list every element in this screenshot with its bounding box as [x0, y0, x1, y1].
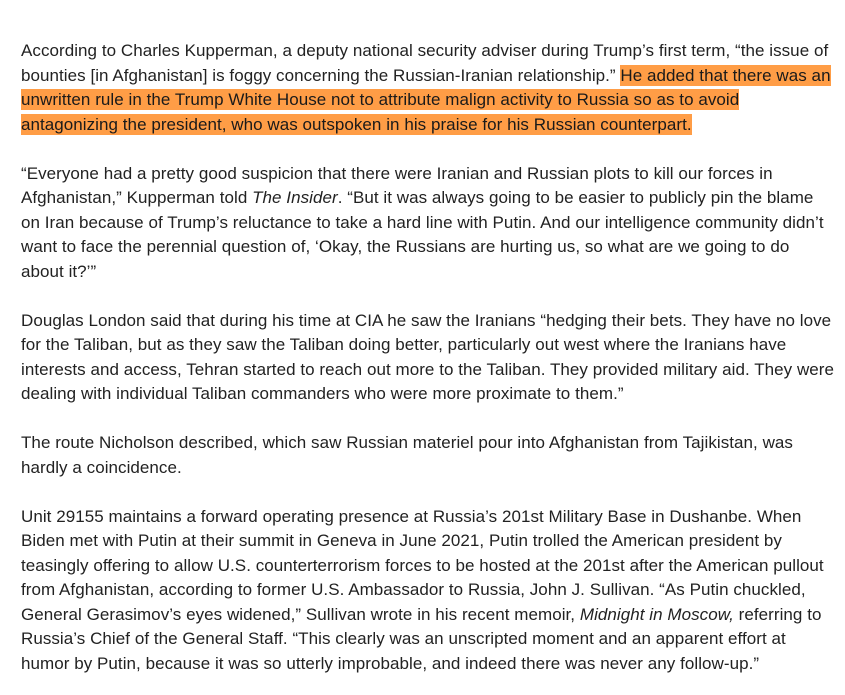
paragraph-nicholson-route: [21, 431, 836, 480]
paragraph-london-iranians: [21, 309, 836, 407]
article-body: [21, 39, 836, 676]
publication-name: The Insider: [252, 188, 338, 207]
paragraph-unit-29155: [21, 505, 836, 677]
paragraph-kupperman-quote: [21, 162, 836, 285]
paragraph-text: . “But it was always going to be easier to publicly pin the blame on Iran because of Trump’s reluctance to take a hard line with Putin. And our intelligence community didn’t want to face the perennial question of, ‘Okay, the Russians are hurting us, so what are we going to do about it?’”: [21, 188, 824, 281]
paragraph-text: Douglas London said that during his time at CIA he saw the Iranians “hedging their bets. They have no love for the Taliban, but as they saw the Taliban doing better, particularly out west where the Iranians have interests and access, Tehran started to reach out more to the Taliban. They provided military aid. They were dealing with individual Taliban commanders who were more proximate to them.”: [21, 310, 835, 403]
paragraph-text: Unit 29155 maintains a forward operating presence at Russia’s 201st Military Base in Dushanbe. When Biden met with Putin at their summit in Geneva in June 2021, Putin trolled the American president by teasingly offering to allow U.S. counterterrorism forces to be hosted at the 201st after the American pullout from Afghanistan, according to former U.S. Ambassador to Russia, John J. Sullivan. “As Putin chuckled, General Gerasimov’s eyes widened,” Sullivan wrote in his recent memoir,: [21, 506, 824, 624]
paragraph-text: According to Charles Kupperman, a deputy national security adviser during Trump’s first term, “the issue of bounties [in Afghanistan] is foggy concerning the Russian-Iranian relationship.”: [21, 41, 829, 85]
highlighted-passage[interactable]: He added that there was an unwritten rule in the Trump White House not to attribute malign activity to Russia so as to avoid antagonizing the president, who was outspoken in his praise for his Russian counterpart.: [21, 65, 831, 134]
paragraph-text: “Everyone had a pretty good suspicion that there were Iranian and Russian plots to kill our forces in Afghanistan,” Kupperman told: [21, 163, 773, 207]
paragraph-text: The route Nicholson described, which saw Russian materiel pour into Afghanistan from Tajikistan, was hardly a coincidence.: [21, 433, 793, 477]
paragraph-kupperman-bounties: [21, 39, 836, 137]
paragraph-text: referring to Russia’s Chief of the General Staff. “This clearly was an unscripted moment and an apparent effort at humor by Putin, because it was so utterly improbable, and indeed there was never any follow-up.”: [21, 604, 822, 673]
book-title: Midnight in Moscow,: [579, 604, 734, 624]
